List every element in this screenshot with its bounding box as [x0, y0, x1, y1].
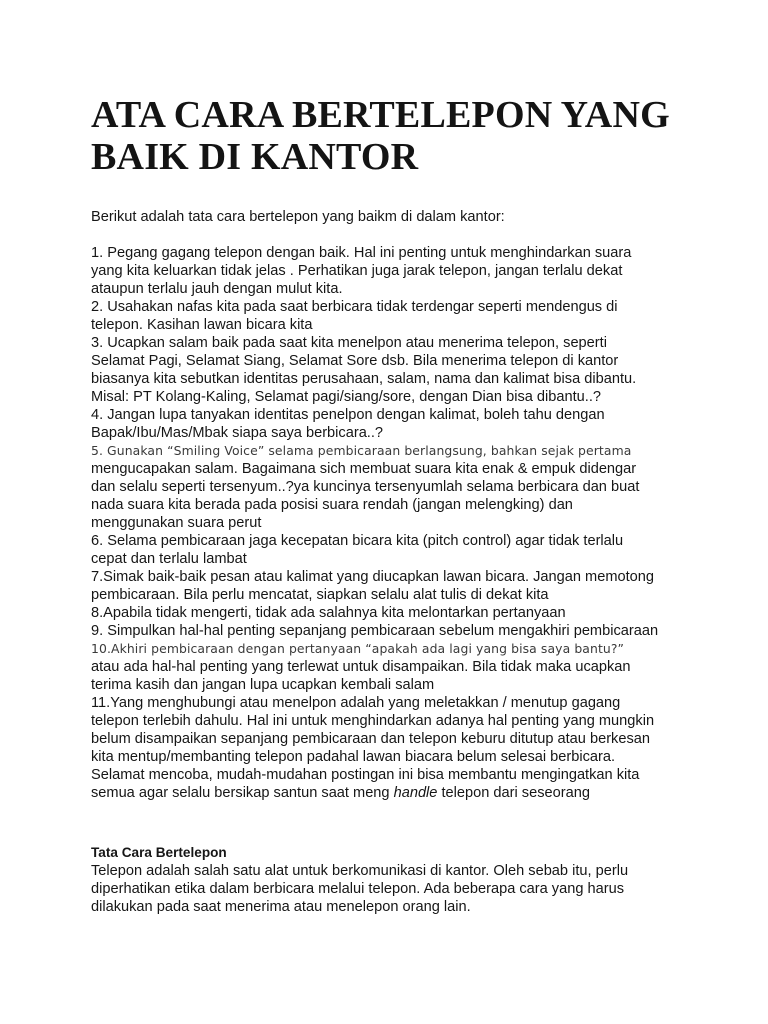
body-line: Selamat Pagi, Selamat Siang, Selamat Sore dsb. Bila menerima telepon di kantor — [91, 353, 619, 369]
body-line: 5. Gunakan “Smiling Voice” selama pembicaraan berlangsung, bahkan sejak pertama — [91, 443, 632, 458]
closing-text-start: semua agar selalu bersikap santun saat meng — [91, 785, 394, 801]
body-line: belum disampaikan sepanjang pembicaraan dan telepon keburu ditutup atau berkesan — [91, 731, 651, 747]
paragraph-spacer — [91, 226, 731, 244]
closing-text-end: telepon dari seseorang — [437, 785, 590, 801]
section-line: Telepon adalah salah satu alat untuk berkomunikasi di kantor. Oleh sebab itu, perlu — [91, 863, 629, 879]
section-line: diperhatikan etika dalam berbicara melalui telepon. Ada beberapa cara yang harus — [91, 881, 625, 897]
body-line: 1. Pegang gagang telepon dengan baik. Hal ini penting untuk menghindarkan suara — [91, 245, 632, 261]
section-tata-cara — [91, 844, 731, 916]
body-line: menggunakan suara perut — [91, 515, 262, 531]
closing-italic-word: handle — [393, 785, 438, 801]
body-line: ataupun terlalu jauh dengan mulut kita. — [91, 281, 343, 297]
body-line: yang kita keluarkan tidak jelas . Perhatikan juga jarak telepon, jangan terlalu dekat — [91, 263, 623, 279]
body-line: 3. Ucapkan salam baik pada saat kita menelpon atau menerima telepon, seperti — [91, 335, 607, 351]
closing-line — [91, 784, 731, 802]
body-line: dan selalu seperti tersenyum..?ya kuncinya tersenyumlah selama berbicara dan buat — [91, 479, 640, 495]
body-line: Selamat mencoba, mudah-mudahan postingan ini bisa membantu mengingatkan kita — [91, 767, 640, 783]
body-line: cepat dan terlalu lambat — [91, 551, 247, 567]
body-line: pembicaraan. Bila perlu mencatat, siapkan selalu alat tulis di dekat kita — [91, 587, 549, 603]
body-line: 2. Usahakan nafas kita pada saat berbicara tidak terdengar seperti mendengus di — [91, 299, 618, 315]
body-line: telepon terlebih dahulu. Hal ini untuk menghindarkan adanya hal penting yang mungkin — [91, 713, 655, 729]
body-line: mengucapakan salam. Bagaimana sich membuat suara kita enak & empuk didengar — [91, 461, 637, 477]
body-line: 9. Simpulkan hal-hal penting sepanjang pembicaraan sebelum mengakhiri pembicaraan — [91, 623, 659, 639]
body-line: 8.Apabila tidak mengerti, tidak ada salahnya kita melontarkan pertanyaan — [91, 605, 566, 621]
body-line: Bapak/Ibu/Mas/Mbak siapa saya berbicara..? — [91, 425, 384, 441]
body-line: terima kasih dan jangan lupa ucapkan kembali salam — [91, 677, 435, 693]
body-line: 11.Yang menghubungi atau menelpon adalah yang meletakkan / menutup gagang — [91, 695, 621, 711]
body-line: 7.Simak baik-baik pesan atau kalimat yang diucapkan lawan bicara. Jangan memotong — [91, 569, 654, 585]
document-body — [91, 208, 731, 802]
body-line: 10.Akhiri pembicaraan dengan pertanyaan “apakah ada lagi yang bisa saya bantu?” — [91, 641, 625, 656]
body-line: biasanya kita sebutkan identitas perusahaan, salam, nama dan kalimat bisa dibantu. — [91, 371, 637, 387]
document-title — [91, 94, 711, 178]
body-line: nada suara kita berada pada posisi suara rendah (jangan melengking) dan — [91, 497, 573, 513]
intro-paragraph: Berikut adalah tata cara bertelepon yang baikm di dalam kantor: — [91, 209, 505, 225]
body-line: 4. Jangan lupa tanyakan identitas penelpon dengan kalimat, boleh tahu dengan — [91, 407, 605, 423]
title-line-1: ATA CARA BERTELEPON YANG — [91, 94, 670, 136]
body-line: telepon. Kasihan lawan bicara kita — [91, 317, 313, 333]
section-heading: Tata Cara Bertelepon — [91, 845, 227, 860]
body-line: 6. Selama pembicaraan jaga kecepatan bicara kita (pitch control) agar tidak terlalu — [91, 533, 624, 549]
title-line-2: BAIK DI KANTOR — [91, 136, 419, 178]
body-line: atau ada hal-hal penting yang terlewat untuk disampaikan. Bila tidak maka ucapkan — [91, 659, 631, 675]
body-line: kita mentup/membanting telepon padahal lawan biacara belum selesai berbicara. — [91, 749, 616, 765]
body-line: Misal: PT Kolang-Kaling, Selamat pagi/siang/sore, dengan Dian bisa dibantu..? — [91, 389, 602, 405]
section-line: dilakukan pada saat menerima atau menelepon orang lain. — [91, 899, 471, 915]
